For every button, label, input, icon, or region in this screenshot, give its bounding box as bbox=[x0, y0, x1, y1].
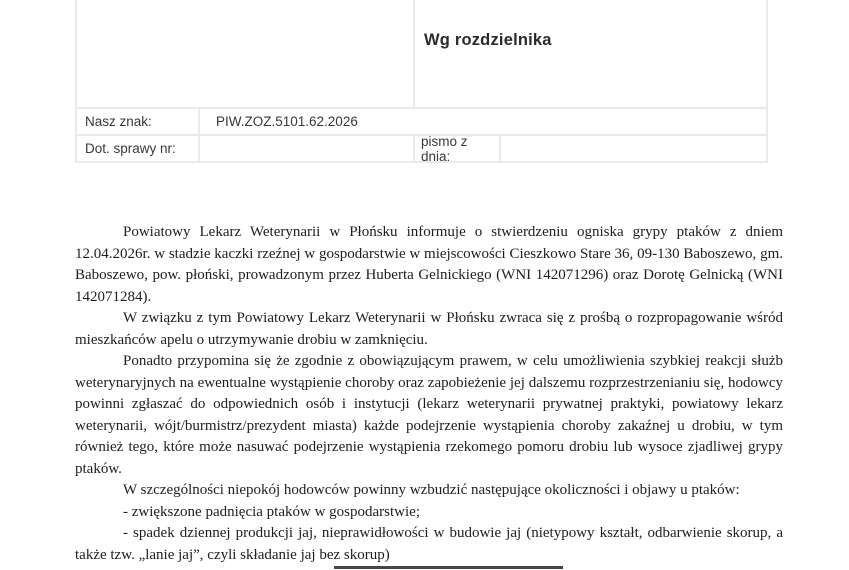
paragraph-reporting-obligation: Ponadto przypomina się że zgodnie z obowiązującym prawem, w celu umożliwienia szybkiej reakcji służb weterynaryjnych na ewentualne wystąpienie choroby oraz zapobieżenie jej dalszemu rozprzestrzenianiu się, hodowcy powinni zgłaszać do odpowiednich osób i instytucji (lekarz weterynarii prywatnej praktyki, powiatowy lekarz weterynarii, wójt/burmistrz/prezydent miasta) każde podejrzenie wystąpienia choroby zakaźnej u drobiu, w tym również tego, które może nasuwać podejrzenie wystąpienia rzekomego pomoru drobiu lub wysoce zjadliwej grypy ptaków. bbox=[75, 353, 783, 477]
list-item-egg-production-drop: - spadek dziennej produkcji jaj, nieprawidłowości w budowie jaj (nietypowy kształt, odbarwienie skorup, a także tzw. „lanie jaj”, czyli składanie jaj bez skorup) bbox=[75, 525, 783, 563]
list-item-increased-deaths: - zwiększone padnięcia ptaków w gospodarstwie; bbox=[123, 503, 420, 520]
reference-number-row bbox=[77, 109, 766, 136]
nasz-znak-label: Nasz znak: bbox=[77, 109, 200, 134]
paragraph-outbreak-notice: Powiatowy Lekarz Weterynarii w Płońsku informuje o stwierdzeniu ogniska grypy ptaków z dniem 12.04.2026r. w stadzie kaczki rzeźnej w gospodarstwie w miejscowości Cieszkowo Stare 36, 09-130 Baboszewo, gm. Baboszewo, pow. płoński, prowadzonym przez Huberta Gelnickiego (WNI 142071296) oraz Dorotę Gelnicką (WNI 142071284). bbox=[75, 224, 783, 305]
dot-sprawy-value bbox=[200, 136, 415, 161]
letterhead-table bbox=[75, 0, 768, 163]
nasz-znak-value: PIW.ZOZ.5101.62.2026 bbox=[216, 114, 358, 129]
paragraph-symptoms-intro: W szczególności niepokój hodowców powinny wzbudzić następujące okoliczności i objawy u ptaków: bbox=[123, 482, 740, 498]
cutoff-text-line bbox=[334, 566, 563, 569]
pismo-z-dnia-label: pismo z dnia: bbox=[415, 136, 501, 161]
letter-body bbox=[75, 222, 783, 566]
letterhead-empty-cell bbox=[77, 0, 415, 107]
case-number-row bbox=[77, 133, 766, 164]
dot-sprawy-label: Dot. sprawy nr: bbox=[77, 136, 200, 161]
pismo-z-dnia-value bbox=[501, 136, 766, 161]
letterhead-top-row bbox=[77, 0, 766, 109]
paragraph-appeal: W związku z tym Powiatowy Lekarz Weterynarii w Płońsku zwraca się z prośbą o rozpropagowanie wśród mieszkańców apelu o utrzymywanie drobiu w zamknięciu. bbox=[75, 310, 783, 348]
addressee-text: Wg rozdzielnika bbox=[424, 31, 552, 49]
